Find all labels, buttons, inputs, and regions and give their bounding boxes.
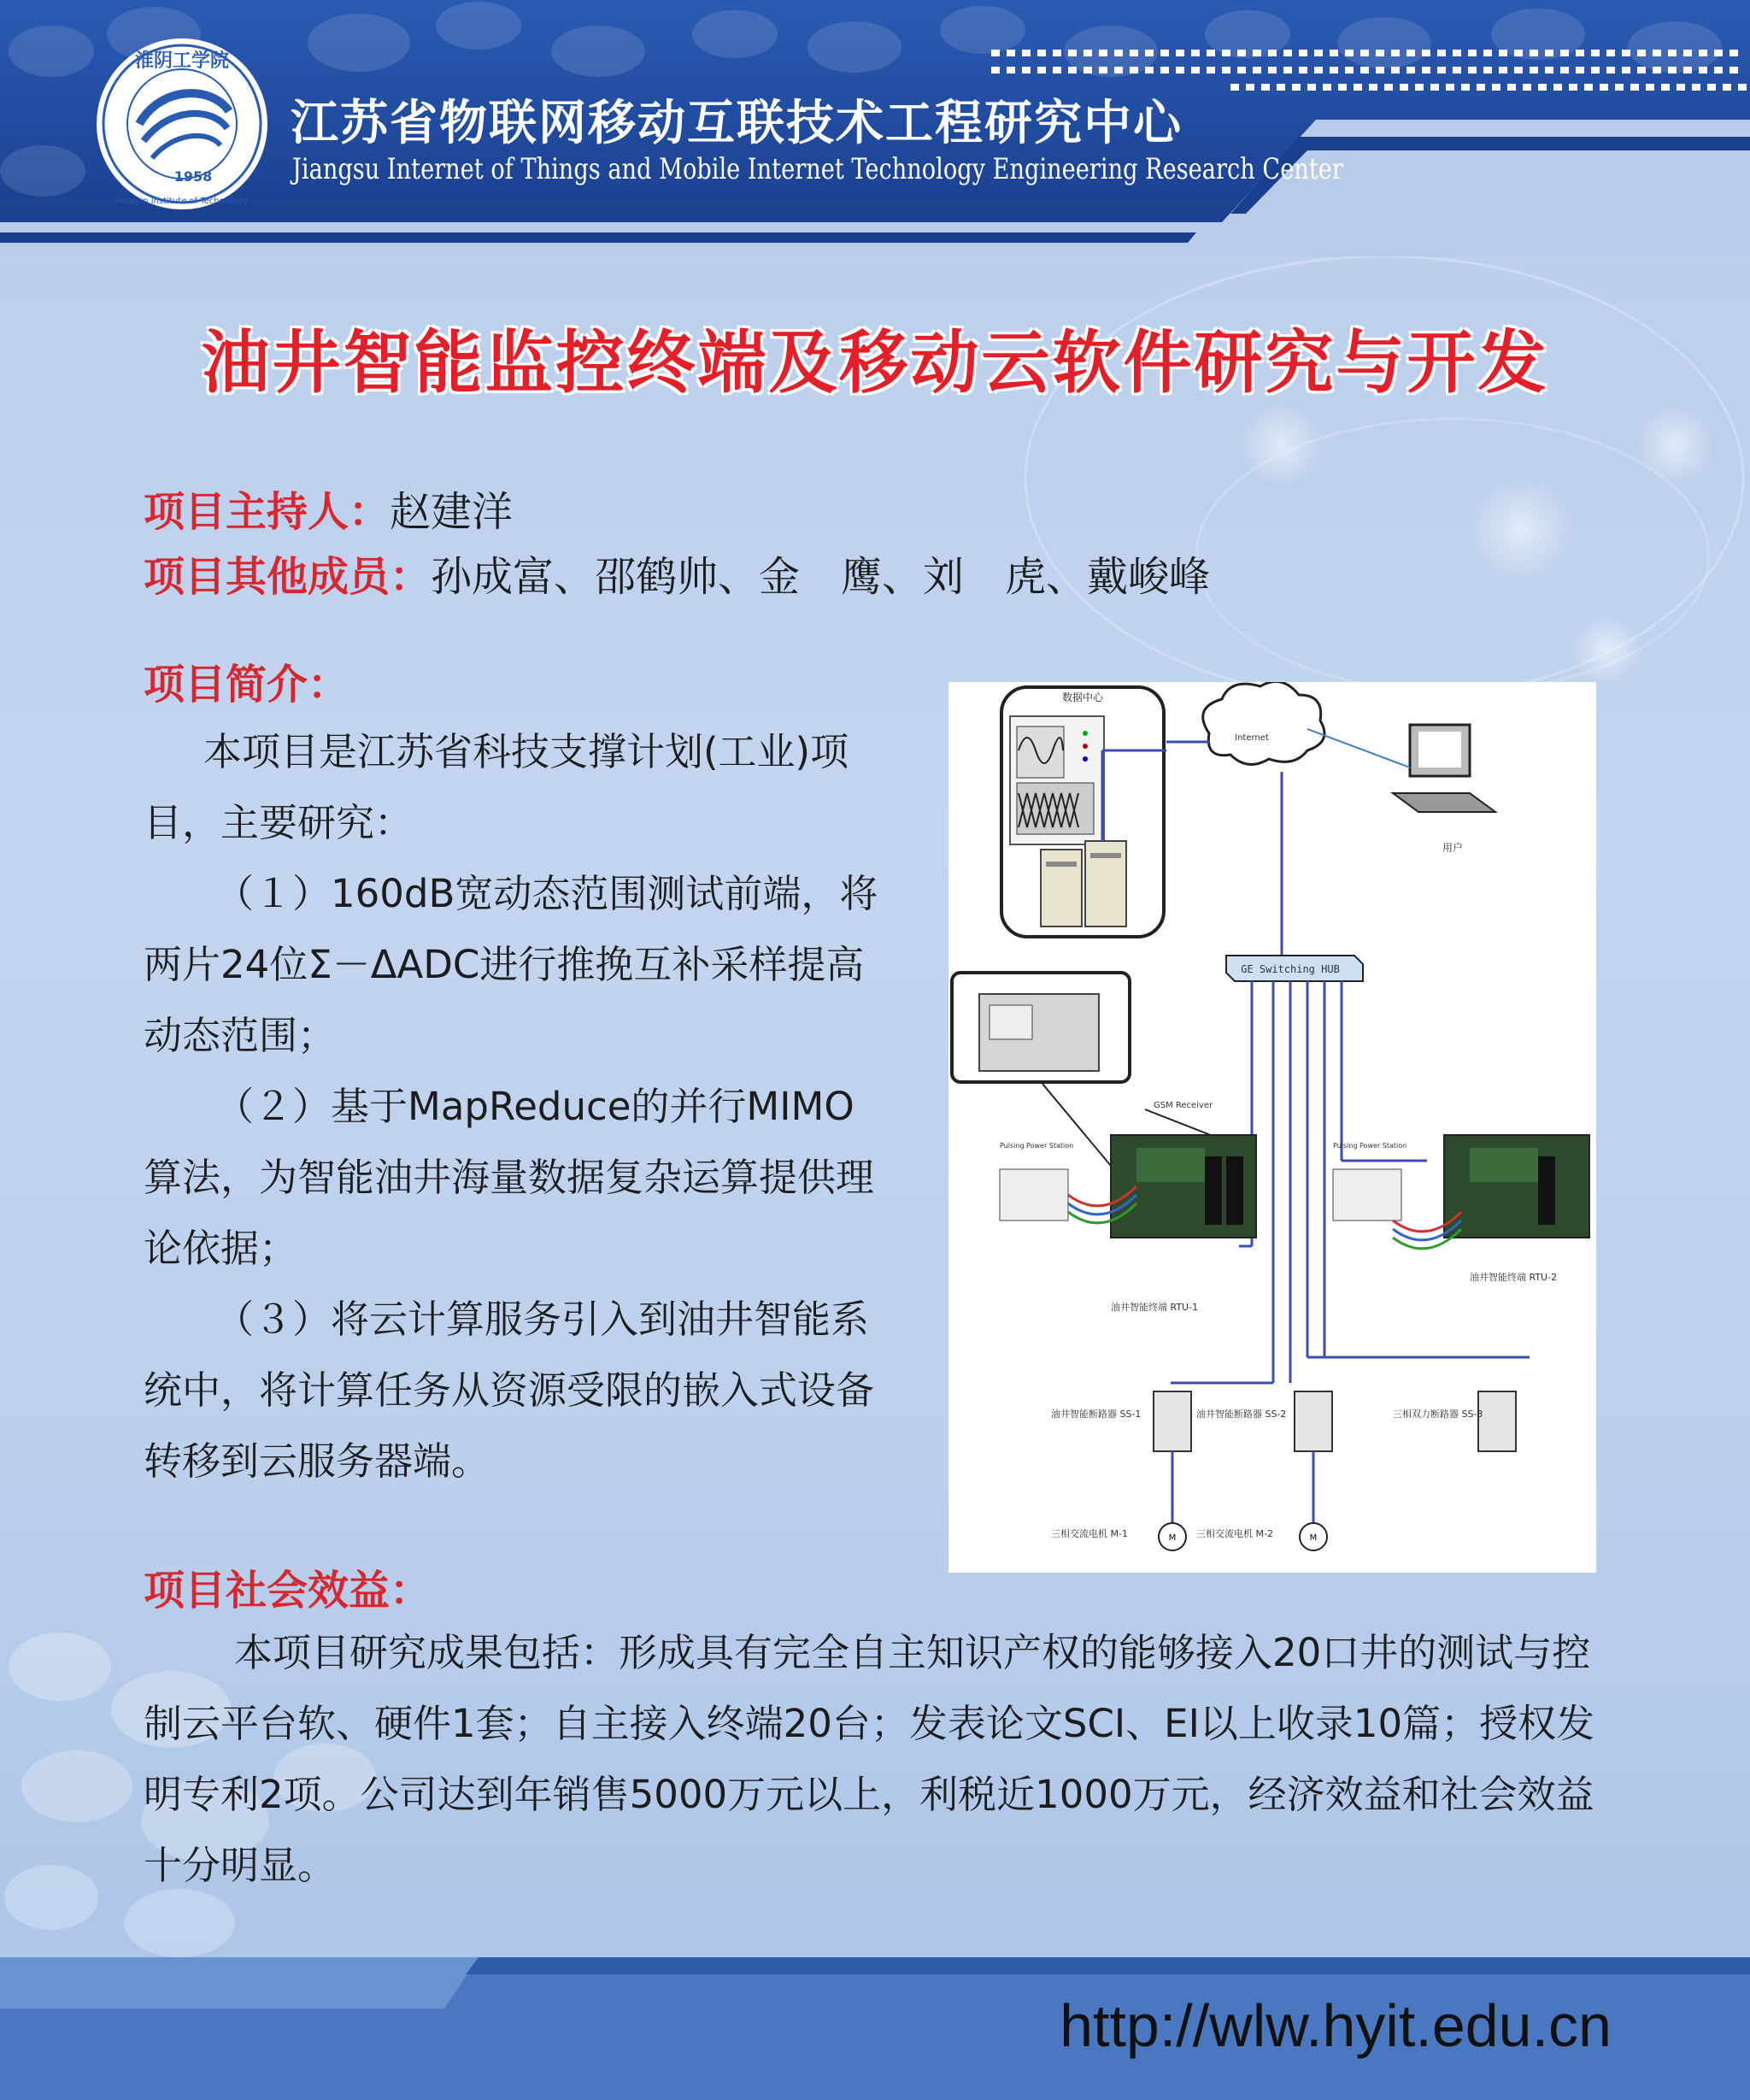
header-dot (1330, 50, 1338, 56)
header-dot (1677, 84, 1685, 91)
header-dot (1576, 67, 1584, 74)
header-dot (1530, 67, 1538, 74)
header-dot (1591, 67, 1600, 74)
header-dot (1492, 84, 1500, 91)
intro-paragraph: （２）基于MapReduce的并行MIMO算法，为智能油井海量数据复杂运算提供理论依据； (144, 1084, 875, 1271)
header-banner (0, 0, 1750, 256)
header-dot (1384, 84, 1393, 91)
header-dot (1191, 67, 1200, 74)
header-dot (1545, 67, 1553, 74)
header-dot (1514, 67, 1523, 74)
gsm-label: GSM Receiver (1154, 1101, 1213, 1110)
header-dot (1468, 67, 1477, 74)
header-dot (1453, 50, 1461, 56)
header-dot (1099, 67, 1107, 74)
header-dot (1314, 67, 1323, 74)
svg-text:淮阴工学院: 淮阴工学院 (134, 50, 230, 72)
header-dot (1477, 84, 1485, 91)
header-dot (1314, 50, 1323, 56)
intro-paragraph: 本项目是江苏省科技支撑计划(工业)项目，主要研究： (144, 729, 849, 845)
header-dot (1606, 50, 1615, 56)
header-dot (1222, 67, 1230, 74)
header-dot (1299, 50, 1307, 56)
header-dot (1145, 67, 1154, 74)
header-dot (1606, 67, 1615, 74)
right-station-label: Pulsing Power Station (1333, 1142, 1407, 1150)
header-dot (1569, 84, 1577, 91)
header-dot (1130, 67, 1138, 74)
website-url[interactable]: http://wlw.hyit.edu.cn (1060, 1992, 1612, 2059)
header-dot (1545, 50, 1553, 56)
header-dot (1430, 84, 1439, 91)
header-dot (1499, 67, 1507, 74)
header-dot (1053, 50, 1061, 56)
header-dot (1661, 84, 1670, 91)
header-dot (1723, 84, 1731, 91)
header-dot (1560, 50, 1569, 56)
header-dot (1576, 50, 1584, 56)
data-center-label: 数据中心 (1061, 691, 1104, 703)
header-dot (1253, 50, 1261, 56)
center-name-en: Jiangsu Internet of Things and Mobile Internet Technology Engineering Research Center (292, 152, 1343, 186)
header-dot (1083, 50, 1092, 56)
header-dot (1729, 50, 1738, 56)
header-dot (1422, 50, 1430, 56)
project-members-value: 孙成富、邵鹤帅、金 鹰、刘 虎、戴峻峰 (431, 553, 1211, 601)
ss-3-label: 三相双力断路器 SS-3 (1393, 1409, 1483, 1420)
header-dot (1207, 50, 1215, 56)
header-dot (1415, 84, 1424, 91)
header-dot (1292, 84, 1301, 91)
header-dot (1307, 84, 1316, 91)
intro-paragraph: （３）将云计算服务引入到油井智能系统中，将计算任务从资源受限的嵌入式设备转移到云服务器端。 (144, 1297, 875, 1484)
project-leader (144, 479, 513, 538)
benefit-heading: 项目社会效益： (144, 1567, 432, 1615)
institute-logo (92, 34, 272, 214)
header-dot (1446, 84, 1454, 91)
header-dot (1345, 67, 1354, 74)
header-dot (1068, 67, 1077, 74)
header-dot (1622, 67, 1630, 74)
header-dot (1145, 50, 1154, 56)
rtu-2-label: 油井智能终端 RTU-2 (1470, 1272, 1558, 1283)
rtu-1-label: 油井智能终端 RTU-1 (1111, 1302, 1199, 1313)
project-leader-label: 项目主持人： (144, 488, 391, 536)
header-dot (1499, 50, 1507, 56)
header-dot (1299, 67, 1307, 74)
header-dot (1461, 84, 1470, 91)
header-dot (1683, 50, 1692, 56)
waveform-panel (1017, 726, 1064, 778)
header-dot (1453, 67, 1461, 74)
header-dot (1507, 84, 1516, 91)
breaker-ss-1-icon (1154, 1391, 1191, 1451)
header-dot (1207, 67, 1215, 74)
header-dot (1176, 67, 1184, 74)
header-dot (1083, 67, 1092, 74)
header-dot (1360, 50, 1369, 56)
header-dot (1068, 50, 1077, 56)
header-dot (1738, 84, 1747, 91)
header-dot (1729, 67, 1738, 74)
header-dot (991, 67, 1000, 74)
header-dot (991, 50, 1000, 56)
header-dot (1699, 50, 1707, 56)
header-dot (1391, 67, 1400, 74)
header-dot (1261, 84, 1270, 91)
header-dot (1237, 67, 1246, 74)
motor-symbol: M (1168, 1533, 1177, 1543)
header-dot (1376, 67, 1384, 74)
header-dot (1468, 50, 1477, 56)
header-dot (1615, 84, 1624, 91)
header-dot (1130, 50, 1138, 56)
header-dot (1037, 50, 1046, 56)
header-dot (1683, 67, 1692, 74)
header-dot (1283, 67, 1292, 74)
header-dot (1253, 67, 1261, 74)
svg-text:1958: 1958 (173, 168, 213, 185)
header-dot (1283, 50, 1292, 56)
header-dot (1176, 50, 1184, 56)
header-dot (1268, 50, 1277, 56)
header-dot (1646, 84, 1654, 91)
header-dot (1714, 67, 1723, 74)
header-dot (1007, 50, 1015, 56)
header-dot (1406, 50, 1415, 56)
header-dot (1114, 67, 1123, 74)
header-dot (1391, 50, 1400, 56)
header-dot (1422, 67, 1430, 74)
m-1-label: 三相交流电机 M-1 (1051, 1528, 1128, 1539)
cloud-label: Internet (1235, 733, 1269, 743)
header-dot (1323, 84, 1331, 91)
poster-title: 油井智能监控终端及移动云软件研究与开发 (201, 323, 1549, 403)
center-name-cn: 江苏省物联网移动互联技术工程研究中心 (291, 95, 1183, 151)
header-dot (1668, 50, 1677, 56)
header-dot (1692, 84, 1700, 91)
header-dot (1360, 67, 1369, 74)
header-dot (1376, 50, 1384, 56)
intro-body (144, 716, 887, 1497)
project-members (144, 544, 1210, 603)
server-icon (1041, 850, 1082, 926)
header-dot (1345, 50, 1354, 56)
header-dot (1230, 84, 1239, 91)
header-dot (1022, 50, 1031, 56)
header-dot (1591, 50, 1600, 56)
header-dot (1653, 50, 1661, 56)
header-dot (1160, 50, 1169, 56)
switch-label: GE Switching HUB (1241, 963, 1340, 975)
header-dot (1007, 67, 1015, 74)
header-dot (1330, 67, 1338, 74)
header-dot (1191, 50, 1200, 56)
diagram-canvas (948, 682, 1596, 1573)
m-2-label: 三相交流电机 M-2 (1196, 1528, 1273, 1539)
ss-2-label: 油井智能断路器 SS-2 (1196, 1409, 1287, 1420)
header-dot (1584, 84, 1593, 91)
header-dot (1553, 84, 1562, 91)
header-dot (1400, 84, 1408, 91)
header-dot (1699, 67, 1707, 74)
motor-symbol: M (1309, 1533, 1318, 1543)
header-dot (1514, 50, 1523, 56)
header-dot (1437, 67, 1446, 74)
left-station-label: Pulsing Power Station (1000, 1142, 1074, 1150)
header-dot (1630, 84, 1639, 91)
header-dot (1354, 84, 1362, 91)
header-dot (1637, 50, 1646, 56)
header-dot (1099, 50, 1107, 56)
header-dot (1530, 50, 1538, 56)
project-leader-value: 赵建洋 (390, 488, 514, 536)
ss-1-label: 油井智能断路器 SS-1 (1051, 1409, 1142, 1420)
header-dot (1622, 50, 1630, 56)
benefit-body: 本项目研究成果包括：形成具有完全自主知识产权的能够接入20口井的测试与控制云平台软、硬件1套；自主接入终端20台；发表论文SCI、EI以上收录10篇；授权发明专利2项。公司达到年销售5000万元以上，利税近1000万元，经济效益和社会效益十分明显。 (144, 1630, 1595, 1888)
header-dot (1707, 84, 1716, 91)
project-members-label: 项目其他成员： (144, 553, 432, 601)
header-dot (1600, 84, 1608, 91)
header-dot (1668, 67, 1677, 74)
header-dot (1483, 67, 1492, 74)
user-label: 用户 (1442, 842, 1464, 854)
header-dot (1714, 50, 1723, 56)
header-dot (1538, 84, 1547, 91)
header-dot (1114, 50, 1123, 56)
header-dot (1653, 67, 1661, 74)
header-dot (1437, 50, 1446, 56)
header-dot (1222, 50, 1230, 56)
header-dot (1022, 67, 1031, 74)
waveform-panel (1017, 783, 1094, 834)
header-dot (1237, 50, 1246, 56)
header-dot (1246, 84, 1254, 91)
header-dot (1523, 84, 1531, 91)
header-dot (1369, 84, 1377, 91)
header-dot (1560, 67, 1569, 74)
intro-paragraph: （１）160dB宽动态范围测试前端，将两片24位Σ－ΔADC进行推挽互补采样提高动态范围； (144, 871, 878, 1058)
breaker-ss-3-icon (1478, 1391, 1516, 1451)
header-dot (1483, 50, 1492, 56)
header-dot (1406, 67, 1415, 74)
intro-heading: 项目简介： (144, 661, 349, 709)
header-dot (1160, 67, 1169, 74)
header-dot (1268, 67, 1277, 74)
header-dot (1338, 84, 1347, 91)
svg-text:Huaiyin Institute of Technolog: Huaiyin Institute of Technology (115, 197, 249, 206)
power-station-icon (1000, 1169, 1068, 1221)
breaker-ss-2-icon (1295, 1391, 1332, 1451)
header-dot (1637, 67, 1646, 74)
header-dot (1053, 67, 1061, 74)
system-architecture-diagram (948, 682, 1596, 1573)
header-dot (1277, 84, 1285, 91)
power-station-icon (1333, 1169, 1401, 1221)
internet-cloud (1203, 682, 1324, 764)
header-dot (1037, 67, 1046, 74)
